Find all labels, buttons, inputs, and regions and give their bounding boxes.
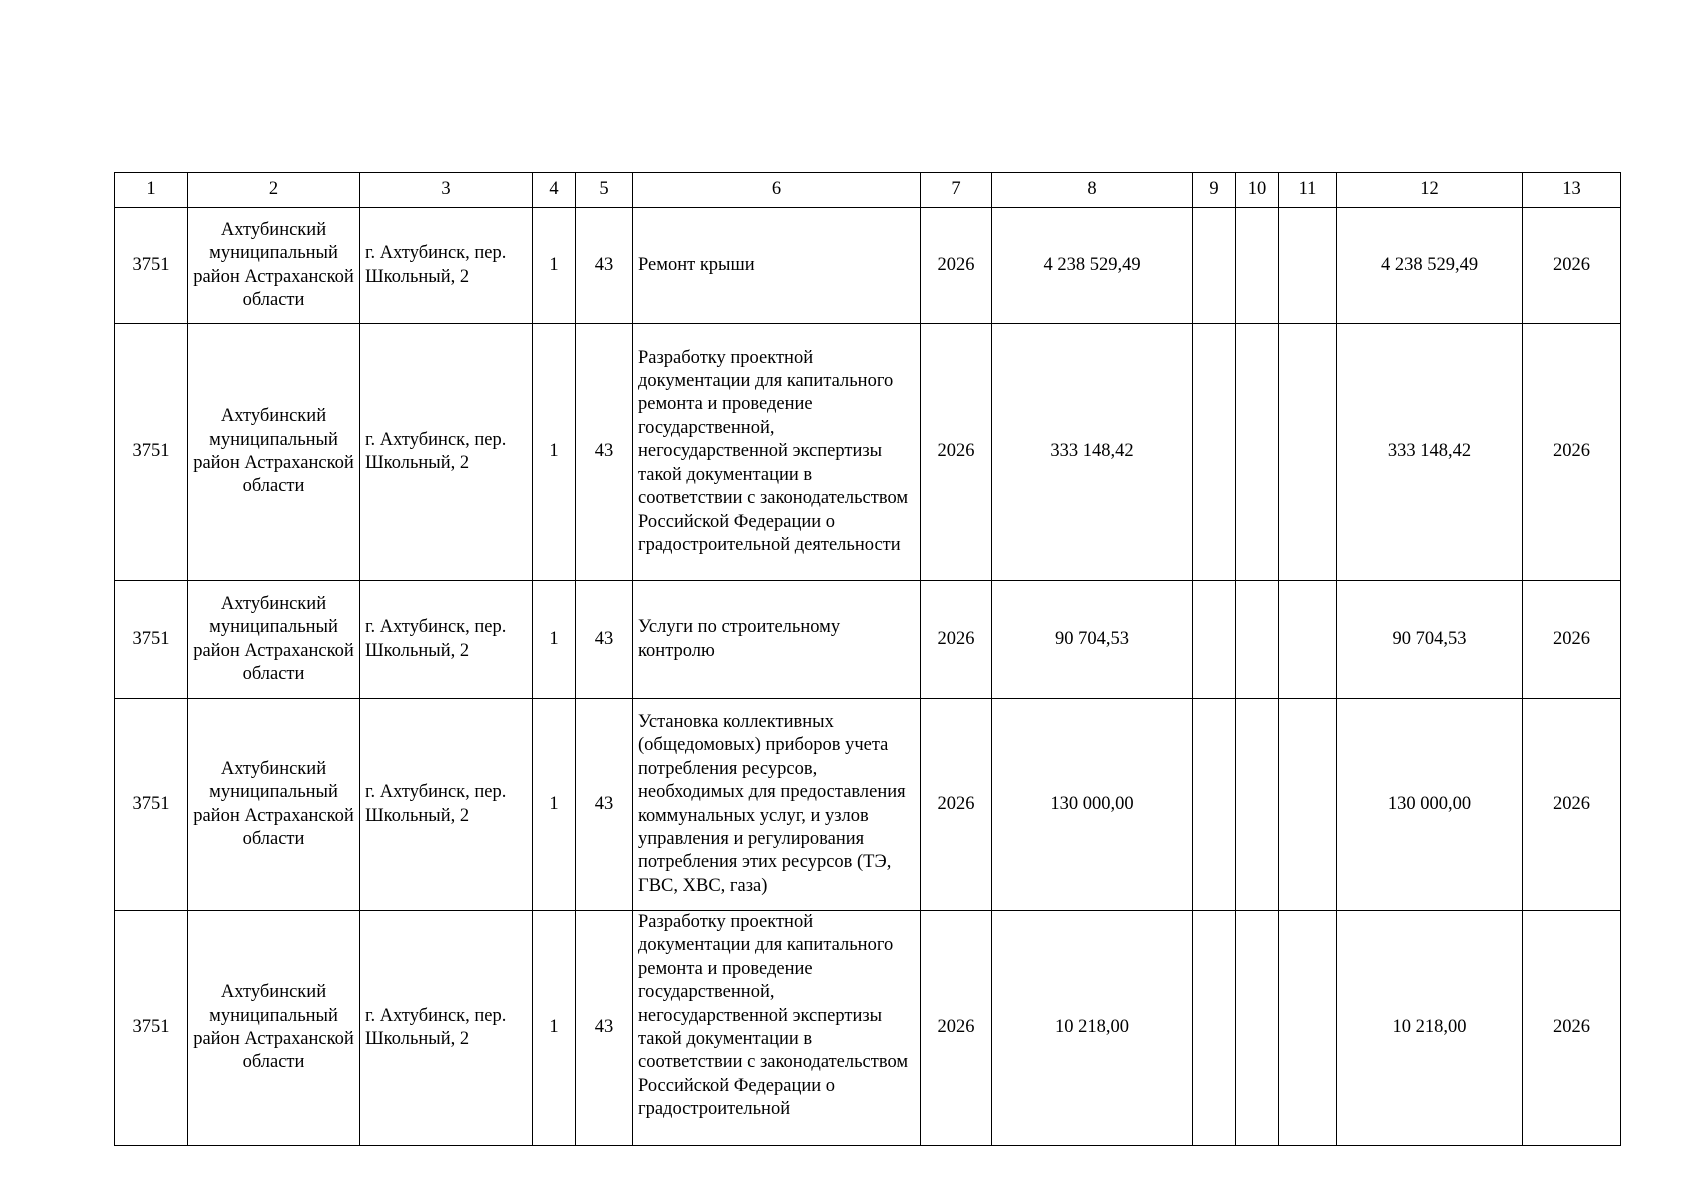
cell-work-type-text: Разработку проектной документации для капитального ремонта и проведение государственной, негосударственной экспертизы такой документации в соответствии с законодательством Российской Федерации о градостроительной	[638, 912, 909, 1120]
cell-col10	[1236, 581, 1279, 699]
cell-col11	[1279, 324, 1337, 581]
cell-col11	[1279, 208, 1337, 324]
cell-col5: 43	[576, 208, 633, 324]
cell-completion-year: 2026	[1523, 581, 1621, 699]
cell-col9	[1193, 581, 1236, 699]
cell-id: 3751	[115, 324, 188, 581]
cell-total-cost: 130 000,00	[992, 699, 1193, 911]
column-header: 9	[1193, 173, 1236, 208]
cell-col5: 43	[576, 581, 633, 699]
column-header: 13	[1523, 173, 1621, 208]
cell-col4: 1	[533, 581, 576, 699]
cell-year: 2026	[921, 581, 992, 699]
cell-municipality: Ахтубинский муниципальный район Астраханской области	[188, 699, 360, 911]
capital-repair-table	[114, 172, 1621, 1146]
cell-col5: 43	[576, 911, 633, 1146]
column-header: 11	[1279, 173, 1337, 208]
column-header: 6	[633, 173, 921, 208]
cell-work-type	[633, 911, 921, 1146]
column-header: 1	[115, 173, 188, 208]
cell-year: 2026	[921, 699, 992, 911]
cell-address: г. Ахтубинск, пер. Школьный, 2	[360, 208, 533, 324]
column-header: 8	[992, 173, 1193, 208]
cell-address: г. Ахтубинск, пер. Школьный, 2	[360, 699, 533, 911]
cell-col11	[1279, 699, 1337, 911]
cell-fund-cost: 130 000,00	[1337, 699, 1523, 911]
cell-fund-cost: 333 148,42	[1337, 324, 1523, 581]
cell-fund-cost: 90 704,53	[1337, 581, 1523, 699]
cell-municipality: Ахтубинский муниципальный район Астраханской области	[188, 911, 360, 1146]
cell-fund-cost: 10 218,00	[1337, 911, 1523, 1146]
cell-col4: 1	[533, 324, 576, 581]
cell-col5: 43	[576, 324, 633, 581]
cell-id: 3751	[115, 208, 188, 324]
cell-id: 3751	[115, 911, 188, 1146]
cell-col4: 1	[533, 699, 576, 911]
cell-col4: 1	[533, 208, 576, 324]
cell-col11	[1279, 911, 1337, 1146]
table-row	[115, 699, 1621, 911]
cell-year: 2026	[921, 911, 992, 1146]
cell-completion-year: 2026	[1523, 324, 1621, 581]
cell-completion-year: 2026	[1523, 911, 1621, 1146]
cell-municipality: Ахтубинский муниципальный район Астраханской области	[188, 324, 360, 581]
cell-total-cost: 333 148,42	[992, 324, 1193, 581]
cell-col9	[1193, 911, 1236, 1146]
cell-work-type: Разработку проектной документации для капитального ремонта и проведение государственной, негосударственной экспертизы такой документации в соответствии с законодательством Российской Федерации о градостроительной деятельности	[633, 324, 921, 581]
cell-total-cost: 10 218,00	[992, 911, 1193, 1146]
column-header: 10	[1236, 173, 1279, 208]
cell-year: 2026	[921, 324, 992, 581]
cell-id: 3751	[115, 581, 188, 699]
cell-col9	[1193, 208, 1236, 324]
cell-work-type: Услуги по строительному контролю	[633, 581, 921, 699]
column-header: 3	[360, 173, 533, 208]
cell-year: 2026	[921, 208, 992, 324]
cell-completion-year: 2026	[1523, 208, 1621, 324]
cell-work-type: Ремонт крыши	[633, 208, 921, 324]
cell-address: г. Ахтубинск, пер. Школьный, 2	[360, 581, 533, 699]
cell-completion-year: 2026	[1523, 699, 1621, 911]
cell-municipality: Ахтубинский муниципальный район Астраханской области	[188, 208, 360, 324]
column-number-row	[115, 173, 1621, 208]
cell-fund-cost: 4 238 529,49	[1337, 208, 1523, 324]
cell-col10	[1236, 324, 1279, 581]
cell-col10	[1236, 208, 1279, 324]
cell-col10	[1236, 911, 1279, 1146]
cell-col9	[1193, 324, 1236, 581]
cell-col11	[1279, 581, 1337, 699]
table-row	[115, 208, 1621, 324]
cell-address: г. Ахтубинск, пер. Школьный, 2	[360, 911, 533, 1146]
cell-col4: 1	[533, 911, 576, 1146]
column-header: 7	[921, 173, 992, 208]
column-header: 4	[533, 173, 576, 208]
cell-col10	[1236, 699, 1279, 911]
column-header: 2	[188, 173, 360, 208]
cell-address: г. Ахтубинск, пер. Школьный, 2	[360, 324, 533, 581]
column-header: 5	[576, 173, 633, 208]
cell-work-type: Установка коллективных (общедомовых) приборов учета потребления ресурсов, необходимых для предоставления коммунальных услуг, и узлов управления и регулирования потребления этих ресурсов (ТЭ, ГВС, ХВС, газа)	[633, 699, 921, 911]
column-header: 12	[1337, 173, 1523, 208]
cell-id: 3751	[115, 699, 188, 911]
cell-total-cost: 90 704,53	[992, 581, 1193, 699]
table-row	[115, 911, 1621, 1146]
table-row	[115, 581, 1621, 699]
cell-col9	[1193, 699, 1236, 911]
cell-total-cost: 4 238 529,49	[992, 208, 1193, 324]
cell-municipality: Ахтубинский муниципальный район Астраханской области	[188, 581, 360, 699]
cell-col5: 43	[576, 699, 633, 911]
table-row	[115, 324, 1621, 581]
